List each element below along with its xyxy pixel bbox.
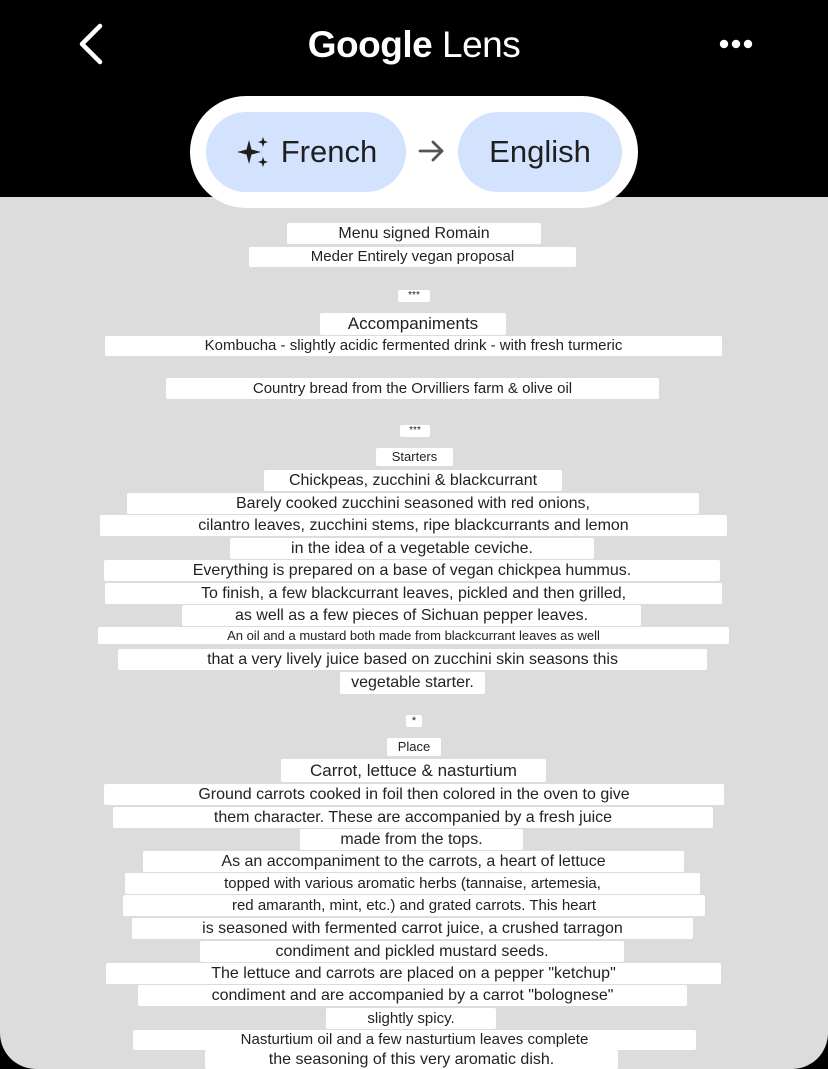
- app-title: [0, 24, 828, 66]
- translated-image-area[interactable]: [0, 197, 828, 1069]
- translated-text-line[interactable]: condiment and pickled mustard seeds.: [200, 941, 624, 962]
- translated-text-line[interactable]: Nasturtium oil and a few nasturtium leaves complete: [133, 1030, 696, 1050]
- translated-text-line[interactable]: Menu signed Romain: [287, 223, 541, 244]
- translated-text-line[interactable]: Barely cooked zucchini seasoned with red onions,: [127, 493, 699, 514]
- translated-text-line[interactable]: An oil and a mustard both made from blackcurrant leaves as well: [98, 627, 729, 644]
- translated-text-line[interactable]: Place: [387, 738, 441, 756]
- translated-text-line[interactable]: red amaranth, mint, etc.) and grated carrots. This heart: [123, 895, 705, 916]
- title-brand: Google: [307, 24, 433, 65]
- translated-text-line[interactable]: To finish, a few blackcurrant leaves, pickled and then grilled,: [105, 583, 722, 604]
- translated-text-line[interactable]: condiment and are accompanied by a carrot "bolognese": [138, 985, 687, 1006]
- translated-text-line[interactable]: Accompaniments: [320, 313, 506, 335]
- translated-text-line[interactable]: Chickpeas, zucchini & blackcurrant: [264, 470, 562, 491]
- translated-text-line[interactable]: ***: [400, 425, 430, 437]
- translated-text-line[interactable]: Everything is prepared on a base of vegan chickpea hummus.: [104, 560, 720, 581]
- translated-text-line[interactable]: vegetable starter.: [340, 672, 485, 694]
- translated-text-line[interactable]: slightly spicy.: [326, 1008, 496, 1029]
- translated-text-line[interactable]: Kombucha - slightly acidic fermented drink - with fresh turmeric: [105, 336, 722, 356]
- translated-text-line[interactable]: that a very lively juice based on zucchini skin seasons this: [118, 649, 707, 670]
- sparkle-icon: [235, 134, 271, 170]
- source-language-button[interactable]: [206, 112, 406, 192]
- more-options-button[interactable]: [712, 26, 760, 62]
- target-language-button[interactable]: [458, 112, 622, 192]
- arrow-right-icon: [415, 134, 449, 168]
- translated-text-line[interactable]: topped with various aromatic herbs (tannaise, artemesia,: [125, 873, 700, 894]
- translated-text-line[interactable]: Ground carrots cooked in foil then colored in the oven to give: [104, 784, 724, 805]
- translated-text-line[interactable]: in the idea of a vegetable ceviche.: [230, 538, 594, 559]
- translated-text-line[interactable]: Country bread from the Orvilliers farm & olive oil: [166, 378, 659, 399]
- translated-text-line[interactable]: as well as a few pieces of Sichuan pepper leaves.: [182, 605, 641, 626]
- target-language-label: English: [489, 134, 591, 169]
- source-language-label: French: [280, 134, 378, 169]
- translated-text-line[interactable]: the seasoning of this very aromatic dish.: [205, 1050, 618, 1069]
- translated-text-line[interactable]: Meder Entirely vegan proposal: [249, 247, 576, 267]
- translated-text-line[interactable]: ***: [398, 290, 430, 302]
- language-selector: [190, 96, 638, 208]
- translated-text-line[interactable]: The lettuce and carrots are placed on a pepper "ketchup": [106, 963, 721, 984]
- translated-text-line[interactable]: them character. These are accompanied by a fresh juice: [113, 807, 713, 828]
- title-product: Lens: [442, 24, 521, 65]
- translated-text-line[interactable]: Starters: [376, 448, 453, 466]
- translated-text-line[interactable]: is seasoned with fermented carrot juice, a crushed tarragon: [132, 918, 693, 939]
- translated-text-line[interactable]: *: [406, 715, 422, 727]
- translated-text-line[interactable]: made from the tops.: [300, 829, 523, 850]
- translated-text-line[interactable]: As an accompaniment to the carrots, a heart of lettuce: [143, 851, 684, 872]
- translated-text-line[interactable]: Carrot, lettuce & nasturtium: [281, 759, 546, 782]
- more-horizontal-icon: [712, 26, 760, 62]
- translated-text-line[interactable]: cilantro leaves, zucchini stems, ripe blackcurrants and lemon: [100, 515, 727, 536]
